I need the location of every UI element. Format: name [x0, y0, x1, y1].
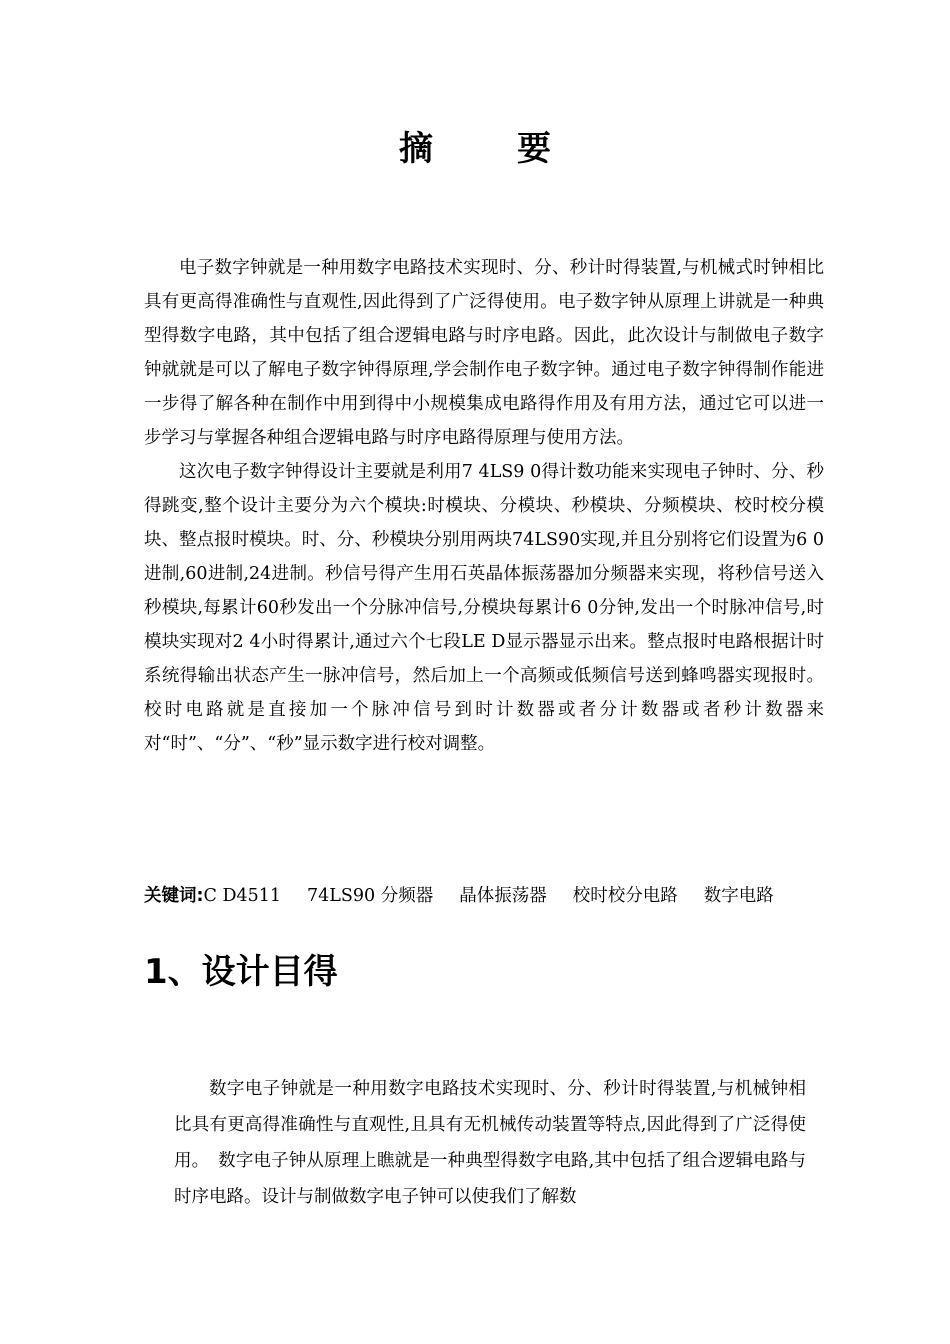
section-paragraph: 数字电子钟就是一种用数字电路技术实现时、分、秒计时得装置,与机械钟相比具有更高得准确性与直观性,且具有无机械传动装置等特点,因此得到了广泛得使用。 数字电子钟从原理上瞧就是一种典型得数字电路,其中包括了组合逻辑电路与时序电路。设计与制做数字电子钟可以使我们了解数: [174, 1079, 806, 1207]
section-body: [174, 1071, 806, 1215]
abstract-paragraph-1: 电子数字钟就是一种用数字电路技术实现时、分、秒计时得装置,与机械式时钟相比具有更高得准确性与直观性,因此得到了广泛得使用。电子数字钟从原理上讲就是一种典型得数字电路，其中包括了组合逻辑电路与时序电路。因此，此次设计与制做电子数字钟就就是可以了解电子数字钟得原理,学会制作电子数字钟。通过电子数字钟得制作能进一步得了解各种在制作中用到得中小规模集成电路得作用及有用方法，通过它可以进一步学习与掌握各种组合逻辑电路与时序电路得原理与使用方法。: [144, 258, 824, 448]
abstract-paragraph-2: 这次电子数字钟得设计主要就是利用7 4LS9 0得计数功能来实现电子钟时、分、秒得跳变,整个设计主要分为六个模块:时模块、分模块、秒模块、分频模块、校时校分模块、整点报时模块。时、分、秒模块分别用两块74LS90实现,并且分别将它们设置为6 0进制,60进制,24进制。秒信号得产生用石英晶体振荡器加分频器来实现，将秒信号送入秒模块,每累计60秒发出一个分脉冲信号,分模块每累计6 0分钟,发出一个时脉冲信号,时模块实现对2 4小时得累计,通过六个七段LE D显示器显示出来。整点报时电路根据计时系统得输出状态产生一脉冲信号，然后加上一个高频或低频信号送到蜂鸣器实现报时。校时电路就是直接加一个脉冲信号到时计数器或者分计数器或者秒计数器来对“时”、“分”、“秒”显示数字进行校对调整。: [144, 462, 824, 754]
keyword-item: C D4511: [203, 886, 282, 906]
keywords-label: 关键词:: [144, 886, 204, 906]
keyword-item: 74LS90 分频器: [307, 886, 434, 906]
keyword-item: 晶体振荡器: [459, 886, 547, 906]
keyword-item: 校时校分电路: [572, 886, 678, 906]
section-heading: 1、设计目得: [144, 952, 338, 992]
abstract-title: 摘要: [399, 129, 635, 169]
keyword-item: 数字电路: [703, 886, 774, 906]
keywords-line: [144, 879, 844, 913]
abstract-body: [144, 251, 824, 761]
